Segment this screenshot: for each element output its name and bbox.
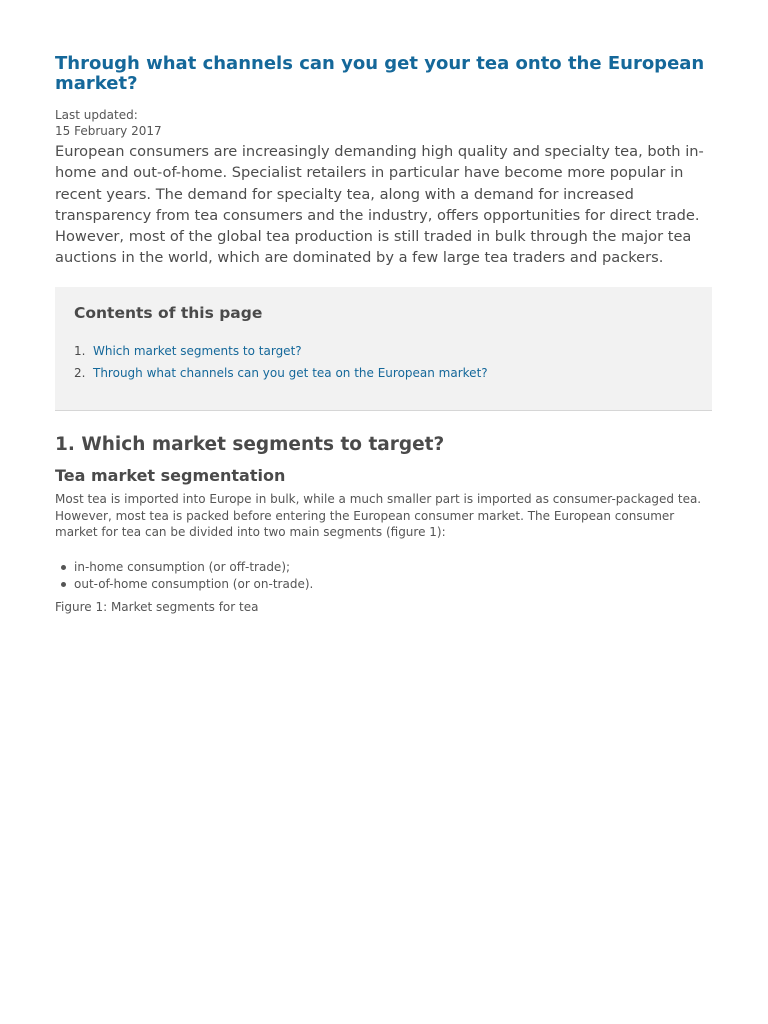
toc-item (74, 340, 488, 362)
page-title: Through what channels can you get your tea onto the European market? (55, 53, 705, 94)
toc-item-number: 1. (74, 344, 86, 358)
bullet-icon (61, 565, 66, 570)
toc-link-market-segments[interactable]: Which market segments to target? (93, 344, 302, 358)
bullet-icon (61, 582, 66, 587)
body-paragraph: Most tea is imported into Europe in bulk, while a much smaller part is imported as consumer-packaged tea. However, most tea is packed before entering the European consumer market. The European consumer market for tea can be divided into two main segments (figure 1): (55, 492, 702, 540)
toc-item (74, 362, 488, 384)
list-item (55, 576, 313, 593)
last-updated-date: 15 February 2017 (55, 124, 162, 138)
bullet-list (55, 559, 313, 592)
figure-caption: Figure 1: Market segments for tea (55, 600, 259, 614)
table-of-contents (55, 287, 712, 411)
toc-link-channels[interactable]: Through what channels can you get tea on the European market? (93, 366, 488, 380)
subsection-heading: Tea market segmentation (55, 466, 286, 485)
last-updated-label: Last updated: (55, 108, 138, 122)
list-item-text: in-home consumption (or off-trade); (74, 560, 291, 574)
toc-title: Contents of this page (74, 304, 263, 322)
toc-list (74, 340, 488, 384)
list-item-text: out-of-home consumption (or on-trade). (74, 576, 314, 591)
list-item (55, 559, 313, 576)
toc-item-number: 2. (74, 366, 86, 380)
intro-paragraph: European consumers are increasingly demanding high quality and specialty tea, both in-home and out-of-home. Specialist retailers in particular have become more popular in recent years. The demand for specialty tea, along with a demand for increased transparency from tea consumers and the industry, offers opportunities for direct trade. However, most of the global tea production is still traded in bulk through the major tea auctions in the world, which are dominated by a few large tea traders and packers. (55, 143, 704, 267)
section-heading: 1. Which market segments to target? (55, 434, 445, 455)
